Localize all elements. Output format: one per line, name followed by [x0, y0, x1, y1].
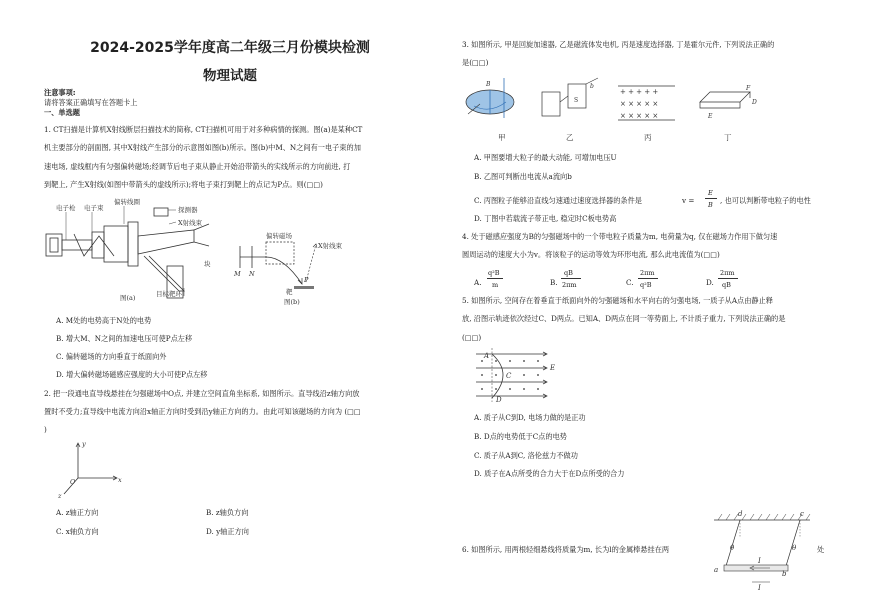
notes-line: 请将答案正确填写在答题卡上: [44, 98, 138, 107]
q3-label-jia: 甲: [498, 133, 506, 142]
q4-option-b-bar: [561, 278, 581, 279]
svg-text:+ + + + +: + + + + +: [620, 88, 659, 96]
q6-label-a: a: [714, 566, 719, 574]
q3-formula-bar: [705, 198, 717, 199]
q3-text-2: 是(□□): [462, 58, 489, 67]
q5-option-d: D. 质子在A点所受的合力大于在D点所受的合力: [474, 469, 625, 478]
q2-text-1: 2. 把一段通电直导线悬挂在匀强磁场中O点, 并建立空间直角坐标系, 如图所示。直导线沿z轴方向放: [44, 389, 360, 398]
q4-option-b-label: B.: [550, 278, 558, 287]
svg-text:D: D: [752, 99, 757, 106]
q2-option-b: B. z轴负方向: [206, 508, 249, 517]
q1-figure-a: [44, 196, 244, 306]
fig-b-caption: 图(b): [284, 298, 300, 306]
q1-option-d: D. 增大偏转磁场磁感应强度的大小可使P点左移: [56, 370, 208, 379]
q6-label-c: c: [800, 510, 804, 518]
q3-label-yi: 乙: [566, 133, 574, 142]
q6-label-i-bottom: I: [758, 584, 761, 592]
q4-option-d-num: 2πm: [720, 269, 735, 277]
page-title: 2024-2025学年度高二年级三月份模块检测: [90, 40, 370, 56]
q5-label-e: E: [550, 364, 556, 372]
q4-option-c-den: q²B: [640, 281, 652, 289]
q5-option-b: B. D点的电势低于C点的电势: [474, 432, 567, 441]
q3-option-d: D. 丁图中若载流子带正电, 稳定时C板电势高: [474, 214, 617, 223]
svg-text:× × × × ×: × × × × ×: [620, 112, 659, 120]
svg-text:E: E: [708, 113, 713, 120]
q5-text-3: (□□): [462, 333, 482, 342]
q6-label-b: b: [782, 570, 787, 578]
q3-figures: [460, 74, 790, 144]
q5-text-2: 放, 沿图示轨迹依次经过C、D两点。已知A、D两点在同一等势面上, 不计质子重力, 下列说法正确的是: [462, 314, 786, 323]
q3-fig-hall: [700, 85, 757, 120]
q3-fig-selector: [618, 86, 675, 120]
q4-option-a-bar: [487, 278, 503, 279]
q6-text-1: 6. 如图所示, 用两根轻细悬线将质量为m, 长为l的金属棒悬挂在两: [462, 545, 670, 554]
fig-b-label-p: P: [304, 276, 309, 284]
q6-label-d: d: [738, 510, 743, 518]
fig-b-label-xray: X射线束: [318, 242, 343, 250]
q4-option-c-label: C.: [626, 278, 634, 287]
q2-axis-x: x: [118, 476, 122, 484]
q3-fig-mhd: [542, 78, 598, 116]
q1-text-4: 到靶上, 产生X射线(如图中带箭头的虚线所示);将电子束打到靶上的点记为P点。则(□□): [44, 180, 323, 189]
fig-a-label-xray: X射线束: [178, 219, 203, 227]
q2-axes-figure: [56, 438, 136, 500]
q1-figure-b: [232, 226, 352, 306]
q4-option-b-num: qB: [564, 269, 573, 277]
q4-option-a-den: m: [492, 281, 499, 289]
q5-text-1: 5. 如图所示, 空间存在着垂直于纸面向外的匀强磁场和水平向右的匀强电场, 一质子从A点由静止释: [462, 296, 773, 305]
fig-a-label-gun: 电子枪: [56, 204, 76, 212]
fig-a-label-detector: 探测器: [178, 206, 198, 214]
q3-fig-cyclotron: [466, 78, 514, 118]
fig-b-label-m: M: [234, 270, 241, 278]
q6-figure: [706, 508, 814, 592]
fig-a-label-target: 目标靶环: [156, 290, 182, 298]
q4-text-1: 4. 处于磁感应强度为B的匀强磁场中的一个带电粒子质量为m, 电荷量为q, 仅在磁场力作用下做匀速: [462, 232, 778, 241]
fig-b-label-n: N: [249, 270, 255, 278]
q5-label-d: D: [496, 396, 502, 404]
q2-text-2: 置时不受力;直导线中电流方向沿x轴正方向时受到沿y轴正方向的力。由此可知该磁场的方向为 (□□: [44, 407, 361, 416]
q3-option-c: C. 丙图粒子能够沿直线匀速通过速度选择器的条件是: [474, 196, 642, 205]
q2-option-a: A. z轴正方向: [56, 508, 99, 517]
q6-label-theta-left: θ: [730, 544, 735, 552]
q4-option-b-den: 2πm: [562, 281, 577, 289]
q2-text-3: ): [44, 425, 47, 434]
q3-option-a: A. 甲图要增大粒子的最大动能, 可增加电压U: [474, 153, 617, 162]
q5-option-c: C. 质子从A到C, 洛伦兹力不做功: [474, 451, 578, 460]
svg-text:F: F: [746, 85, 751, 92]
q3-option-c-tail: , 也可以判断带电粒子的电性: [720, 196, 811, 205]
q5-label-a: A: [484, 352, 490, 360]
fig-a-label-coil: 偏转线圈: [114, 198, 140, 206]
q3-option-b: B. 乙图可判断出电流从a流向b: [474, 172, 572, 181]
q4-option-d-den: qB: [722, 281, 731, 289]
q2-axis-y: y: [82, 440, 86, 448]
fig-b-label-field: 偏转磁场: [266, 232, 292, 240]
q4-option-d-bar: [718, 278, 738, 279]
fig-b-label-target: 靶: [286, 288, 293, 296]
svg-text:B: B: [486, 81, 491, 88]
q3-label-bing: 丙: [644, 133, 652, 142]
q2-axis-o: O: [70, 478, 76, 486]
fig-a-label-beam: 电子束: [84, 204, 104, 212]
fig-a-caption: 图(a): [120, 294, 136, 302]
q3-formula-den: B: [708, 201, 713, 209]
q4-option-a-label: A.: [474, 278, 482, 287]
fig-a-label-block: 块: [204, 260, 211, 268]
q4-option-a-num: q²B: [488, 269, 500, 277]
q6-text-tail: 处: [817, 545, 825, 554]
q4-text-2: 圆周运动的速度大小为v。将该粒子的运动等效为环形电流, 那么此电流值为(□□): [462, 250, 720, 259]
q4-option-d-label: D.: [706, 278, 714, 287]
svg-text:× × × × ×: × × × × ×: [620, 100, 659, 108]
q1-option-b: B. 增大M、N之间的加速电压可使P点左移: [56, 334, 193, 343]
svg-text:S: S: [574, 97, 579, 104]
q3-label-ding: 丁: [724, 133, 732, 142]
page-subtitle: 物理试题: [203, 68, 257, 84]
q4-option-c-num: 2πm: [640, 269, 655, 277]
q5-label-c: C: [506, 372, 512, 380]
q1-option-a: A. M处的电势高于N处的电势: [56, 316, 152, 325]
q6-label-theta-right: θ: [792, 544, 797, 552]
q1-text-1: 1. CT扫描是计算机X射线断层扫描技术的简称, CT扫描机可用于对多种病情的探测。图(a)是某种CT: [44, 125, 363, 134]
q1-text-2: 机主要部分的剖面图, 其中X射线产生部分的示意图如图(b)所示。图(b)中M、N之间有一电子束的加: [44, 143, 361, 152]
q1-option-c: C. 偏转磁场的方向垂直于纸面向外: [56, 352, 167, 361]
q2-option-d: D. y轴正方向: [206, 527, 249, 536]
section-heading: 一、单选题: [44, 108, 80, 117]
q2-axis-z: z: [58, 492, 62, 500]
q4-option-c-bar: [638, 278, 658, 279]
q5-figure: [470, 344, 570, 406]
svg-text:b: b: [590, 83, 594, 90]
q3-formula-num: E: [708, 189, 713, 197]
q5-option-a: A. 质子从C到D, 电场力做的是正功: [474, 413, 586, 422]
notes-heading: 注意事项:: [44, 88, 76, 97]
q1-text-3: 速电场, 虚线框内有匀强偏转磁场;经调节后电子束从静止开始沿带箭头的实线所示的方向前进, 打: [44, 162, 351, 171]
q2-option-c: C. x轴负方向: [56, 527, 99, 536]
q6-label-i-top: I: [758, 557, 761, 565]
q3-formula-v: v =: [682, 196, 695, 205]
q3-text-1: 3. 如图所示, 甲是回旋加速器, 乙是磁流体发电机, 丙是速度选择器, 丁是霍尔元件, 下列说法正确的: [462, 40, 775, 49]
